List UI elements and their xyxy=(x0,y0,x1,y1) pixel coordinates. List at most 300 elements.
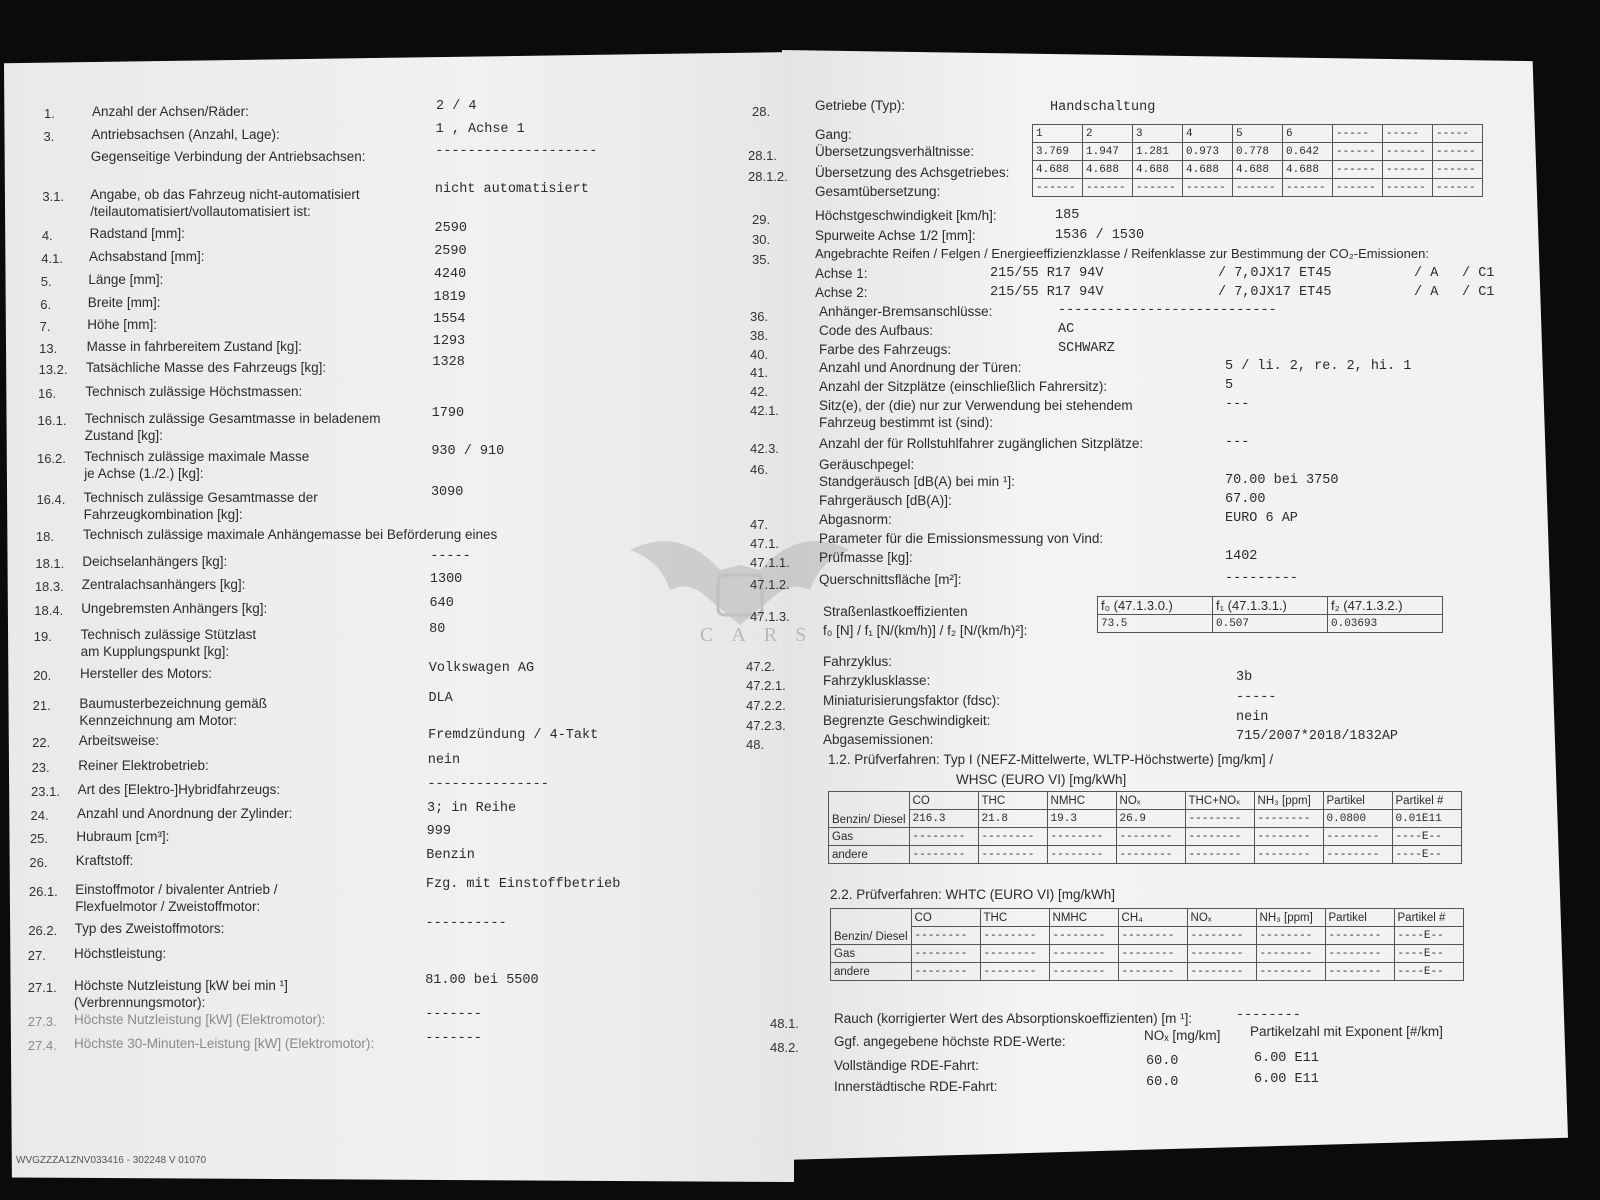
tyre-size: 215/55 R17 94V xyxy=(990,266,1104,281)
table-cell: -------- xyxy=(1185,810,1254,828)
item-label: Anzahl der Achsen/Räder: xyxy=(92,104,249,119)
item-label: Deichselanhängers [kg]: xyxy=(82,554,228,569)
table-cell: ----E-- xyxy=(1394,945,1463,963)
item-number: 38. xyxy=(750,328,769,343)
item-value: 715/2007*2018/1832AP xyxy=(1236,729,1399,744)
item-number: 5. xyxy=(40,274,52,289)
table-header-row xyxy=(831,909,1464,927)
item-label-cont: Fahrzeug bestimmt ist (sind): xyxy=(819,415,994,430)
item-label: Länge [mm]: xyxy=(88,272,164,287)
item-label-cont: je Achse (1./2.) [kg]: xyxy=(84,466,204,481)
efficiency-class: / A xyxy=(1414,285,1439,300)
table-cell: -------- xyxy=(1118,927,1187,945)
item-label: Tatsächliche Masse des Fahrzeugs [kg]: xyxy=(86,360,327,375)
item-value: 185 xyxy=(1055,208,1080,223)
item-label: Fahrzyklusklasse: xyxy=(823,673,931,688)
item-label: Technisch zulässige Gesamtmasse der xyxy=(83,490,318,505)
rde-nox-value: 60.0 xyxy=(1146,1054,1179,1069)
item-number: 4.1. xyxy=(41,251,63,266)
item-value: 1402 xyxy=(1225,549,1258,564)
table-cell: 0.0800 xyxy=(1323,810,1392,828)
item-value: -------------------- xyxy=(435,144,598,159)
item-value: 1554 xyxy=(433,312,466,327)
rim-size: / 7,0JX17 ET45 xyxy=(1218,266,1332,281)
table-cell: 19.3 xyxy=(1047,810,1116,828)
item-label: Querschnittsfläche [m²]: xyxy=(819,572,962,587)
table-row xyxy=(1033,161,1483,179)
item-number: 47.1.3. xyxy=(750,609,790,624)
table-cell: 4.688 xyxy=(1083,161,1133,179)
table-cell: ------ xyxy=(1383,179,1433,197)
table-cell: -------- xyxy=(909,828,978,846)
item-label: Gesamtübersetzung: xyxy=(815,184,941,199)
column-header: Partikel # xyxy=(1392,792,1461,810)
table-cell: 0.507 xyxy=(1213,615,1328,633)
row-label: andere xyxy=(831,963,912,981)
item-label: Standgeräusch [dB(A) bei min ¹]: xyxy=(819,474,1015,489)
table-cell: ----- xyxy=(1383,125,1433,143)
item-label-cont: Zustand [kg]: xyxy=(84,428,163,443)
item-label: Masse in fahrbereitem Zustand [kg]: xyxy=(86,339,302,354)
item-number: 19. xyxy=(33,629,52,644)
table-cell: -------- xyxy=(1254,846,1323,864)
item-value: Benzin xyxy=(426,848,475,863)
item-label: Fahrzyklus: xyxy=(823,654,893,669)
table-cell: -------- xyxy=(911,945,980,963)
item-label: Hersteller des Motors: xyxy=(80,666,213,681)
item-value: ------- xyxy=(425,1007,482,1022)
item-number: 16.4. xyxy=(36,492,66,507)
item-number: 47.1. xyxy=(750,536,779,551)
item-value: --------- xyxy=(1225,571,1298,586)
item-label: Spurweite Achse 1/2 [mm]: xyxy=(815,228,976,243)
table-cell: 26.9 xyxy=(1116,810,1185,828)
item-number: 26. xyxy=(29,855,48,870)
item-label: Parameter für die Emissionsmessung von Vind: xyxy=(819,531,1104,546)
table-cell: ------ xyxy=(1133,179,1183,197)
item-value: 5 xyxy=(1225,378,1234,393)
table-cell: 216.3 xyxy=(909,810,978,828)
column-header: NH₃ [ppm] xyxy=(1254,792,1323,810)
item-label: Anzahl der Sitzplätze (einschließlich Fahrersitz): xyxy=(819,379,1108,394)
item-value: --------------- xyxy=(427,777,549,792)
table-cell: -------- xyxy=(1325,963,1394,981)
table-cell: -------- xyxy=(911,927,980,945)
item-value: 1 , Achse 1 xyxy=(435,122,525,137)
table-cell: 1 xyxy=(1033,125,1083,143)
table-cell: -------- xyxy=(1049,945,1118,963)
item-label: Achsabstand [mm]: xyxy=(89,249,205,264)
table-cell: -------- xyxy=(1118,963,1187,981)
table-cell: -------- xyxy=(978,828,1047,846)
item-label: Arbeitsweise: xyxy=(78,733,160,748)
item-number: 28.1. xyxy=(748,148,777,163)
item-label: Miniaturisierungsfaktor (fdsc): xyxy=(823,693,1001,708)
item-value: 3; in Reihe xyxy=(427,801,517,816)
rde-pn-header: Partikelzahl mit Exponent [#/km] xyxy=(1250,1024,1443,1039)
item-value: 999 xyxy=(426,824,451,839)
item-label: Angabe, ob das Fahrzeug nicht-automatisiert xyxy=(90,187,360,202)
column-header: CO xyxy=(909,792,978,810)
table-row xyxy=(1033,125,1483,143)
table-cell: 4.688 xyxy=(1183,161,1233,179)
item-value: Fremdzündung / 4-Takt xyxy=(428,728,599,743)
item-number: 40. xyxy=(750,347,769,362)
efficiency-class: / A xyxy=(1414,266,1439,281)
item-label: Technisch zulässige maximale Masse xyxy=(84,449,310,464)
column-header: THC+NOₓ xyxy=(1185,792,1254,810)
item-number: 23.1. xyxy=(31,784,60,799)
item-number: 48. xyxy=(746,737,765,752)
table-cell: -------- xyxy=(1049,927,1118,945)
item-value: -------- xyxy=(1236,1008,1301,1023)
table-cell: 0.778 xyxy=(1233,143,1283,161)
table-cell: -------- xyxy=(980,963,1049,981)
item-value: 70.00 bei 3750 xyxy=(1225,473,1339,488)
column-header: THC xyxy=(978,792,1047,810)
item-label: Höchste 30-Minuten-Leistung [kW] (Elektromotor): xyxy=(74,1036,375,1051)
item-label: Code des Aufbaus: xyxy=(819,323,934,338)
test1-title-cont: WHSC (EURO VI) [mg/kWh] xyxy=(956,772,1127,787)
table-cell: ------ xyxy=(1383,161,1433,179)
item-label: Höchste Nutzleistung [kW bei min ¹] xyxy=(74,978,288,993)
item-value: 1536 / 1530 xyxy=(1055,228,1145,243)
item-label: Technisch zulässige Höchstmassen: xyxy=(85,384,303,399)
table-cell: 6 xyxy=(1283,125,1333,143)
table-cell: 4.688 xyxy=(1233,161,1283,179)
item-label: Prüfmasse [kg]: xyxy=(819,550,913,565)
table-cell: -------- xyxy=(980,927,1049,945)
item-label: Technisch zulässige Stützlast xyxy=(80,627,257,642)
table-row xyxy=(829,810,1462,828)
table-cell: ------ xyxy=(1383,143,1433,161)
item-number: 47.1.1. xyxy=(750,555,790,570)
item-label: Art des [Elektro-]Hybridfahrzeugs: xyxy=(77,782,281,797)
item-number: 3.1. xyxy=(42,189,65,204)
item-value: 1790 xyxy=(431,406,465,421)
item-label: Höhe [mm]: xyxy=(87,317,157,332)
item-label: Geräuschpegel: xyxy=(819,457,915,472)
item-value: 1328 xyxy=(432,355,465,370)
table-row xyxy=(1033,143,1483,161)
test1-title: 1.2. Prüfverfahren: Typ I (NEFZ-Mittelwerte, WLTP-Höchstwerte) [mg/km] / xyxy=(828,752,1274,767)
item-value: 2590 xyxy=(434,244,467,259)
item-label-cont: (Verbrennungsmotor): xyxy=(74,995,206,1010)
table-cell: ------ xyxy=(1283,179,1333,197)
table-cell: 3.769 xyxy=(1033,143,1083,161)
table-cell: 3 xyxy=(1133,125,1183,143)
table-cell: ----E-- xyxy=(1392,828,1461,846)
table-cell: 0.973 xyxy=(1183,143,1233,161)
column-header: Partikel xyxy=(1325,909,1394,927)
table-cell: -------- xyxy=(1187,945,1256,963)
table-cell: -------- xyxy=(1256,945,1325,963)
emission-table-type1 xyxy=(828,791,1462,864)
item-number: 36. xyxy=(750,309,769,324)
item-value: ---------- xyxy=(425,916,507,931)
column-header: NOₓ xyxy=(1187,909,1256,927)
table-cell: -------- xyxy=(1116,828,1185,846)
item-number: 7. xyxy=(39,319,51,334)
item-number: 42.1. xyxy=(750,403,779,418)
item-number: 21. xyxy=(32,698,51,713)
item-value: nein xyxy=(427,753,461,768)
road-load-table xyxy=(1097,596,1443,633)
table-cell: -------- xyxy=(1187,963,1256,981)
column-header: Partikel xyxy=(1323,792,1392,810)
table-cell: -------- xyxy=(1116,846,1185,864)
item-value: 1819 xyxy=(433,290,466,305)
item-number: 25. xyxy=(29,831,49,846)
item-label: Anhänger-Bremsanschlüsse: xyxy=(819,304,993,319)
tyre-size: 215/55 R17 94V xyxy=(990,285,1104,300)
item-value: 1293 xyxy=(432,334,466,349)
item-value: EURO 6 AP xyxy=(1225,511,1298,526)
table-cell: ------ xyxy=(1333,161,1383,179)
table-row xyxy=(1098,615,1443,633)
item-number: 27.4. xyxy=(27,1038,57,1053)
table-cell: ------ xyxy=(1433,161,1483,179)
table-cell: -------- xyxy=(1323,828,1392,846)
item-label: Höchstgeschwindigkeit [km/h]: xyxy=(815,208,997,223)
column-header: THC xyxy=(980,909,1049,927)
table-cell: ----E-- xyxy=(1394,927,1463,945)
table-cell: -------- xyxy=(1325,927,1394,945)
item-label: Gang: xyxy=(815,127,852,142)
table-cell: 4.688 xyxy=(1133,161,1183,179)
row-label: Gas xyxy=(829,828,910,846)
rde-pn-value: 6.00 E11 xyxy=(1254,1072,1319,1087)
table-header-row xyxy=(829,792,1462,810)
item-number: 47. xyxy=(750,517,769,532)
tyre-class: / C1 xyxy=(1462,266,1495,281)
item-label: Anzahl und Anordnung der Türen: xyxy=(819,360,1022,375)
item-number: 16.1. xyxy=(37,413,67,428)
item-number: 46. xyxy=(750,462,769,477)
item-label-cont: Kennzeichnung am Motor: xyxy=(79,713,237,728)
item-number: 26.2. xyxy=(28,923,58,938)
item-number: 18. xyxy=(35,529,54,544)
column-header: NH₃ [ppm] xyxy=(1256,909,1325,927)
column-header: Partikel # xyxy=(1394,909,1463,927)
item-label: Antriebsachsen (Anzahl, Lage): xyxy=(91,127,280,142)
table-cell: f₁ (47.1.3.1.) xyxy=(1213,597,1328,615)
table-row xyxy=(1033,179,1483,197)
item-label: Begrenzte Geschwindigkeit: xyxy=(823,713,991,728)
item-number: 47.2.2. xyxy=(746,698,786,713)
item-label: Radstand [mm]: xyxy=(89,226,185,241)
item-label: Ggf. angegebene höchste RDE-Werte: xyxy=(834,1034,1066,1049)
table-cell: ------ xyxy=(1333,179,1383,197)
rim-size: / 7,0JX17 ET45 xyxy=(1218,285,1332,300)
column-header: CO xyxy=(911,909,980,927)
table-cell: ------ xyxy=(1083,179,1133,197)
item-value: Fzg. mit Einstoffbetrieb xyxy=(425,877,621,892)
item-label-cont: f₀ [N] / f₁ [N/(km/h)] / f₂ [N/(km/h)²]: xyxy=(823,623,1028,638)
item-value: 4240 xyxy=(433,267,467,282)
item-number: 48.1. xyxy=(770,1016,799,1031)
table-cell: -------- xyxy=(1185,846,1254,864)
item-value: 2 / 4 xyxy=(436,99,477,114)
table-cell: ----E-- xyxy=(1394,963,1463,981)
item-label-cont: /teilautomatisiert/vollautomatisiert ist: xyxy=(90,204,311,219)
emission-table-whtc xyxy=(830,908,1464,981)
tyre-class: / C1 xyxy=(1462,285,1495,300)
table-cell: -------- xyxy=(911,963,980,981)
item-value: ----- xyxy=(430,549,471,564)
item-number: 18.1. xyxy=(35,556,65,571)
item-label: Breite [mm]: xyxy=(87,295,161,310)
rde-nox-value: 60.0 xyxy=(1146,1075,1179,1090)
table-cell: -------- xyxy=(1187,927,1256,945)
table-cell: -------- xyxy=(1254,810,1323,828)
item-label: Übersetzung des Achsgetriebes: xyxy=(815,165,1010,180)
item-number: 3. xyxy=(43,129,55,144)
item-label: Gegenseitige Verbindung der Antriebsachsen: xyxy=(90,149,366,164)
item-number: 27.1. xyxy=(27,980,57,995)
item-number: 23. xyxy=(31,760,50,775)
table-cell: -------- xyxy=(1047,846,1116,864)
item-label: Abgasnorm: xyxy=(819,512,892,527)
item-value: --- xyxy=(1225,397,1250,412)
item-label: Straßenlastkoeffizienten xyxy=(823,604,968,619)
item-value: 81.00 bei 5500 xyxy=(425,973,539,988)
table-cell: 5 xyxy=(1233,125,1283,143)
table-cell: ------ xyxy=(1333,143,1383,161)
item-label: Abgasemissionen: xyxy=(823,732,934,747)
item-value: 640 xyxy=(429,596,454,611)
item-number: 16.2. xyxy=(36,451,66,466)
row-label: Benzin/ Diesel xyxy=(829,792,910,828)
item-label: Übersetzungsverhältnisse: xyxy=(815,144,975,159)
item-value: --- xyxy=(1225,435,1250,450)
item-number: 29. xyxy=(752,212,771,227)
table-cell: 1.281 xyxy=(1133,143,1183,161)
table-cell: ----E-- xyxy=(1392,846,1461,864)
item-label: Einstoffmotor / bivalenter Antrieb / xyxy=(75,882,278,897)
item-label: Sitz(e), der (die) nur zur Verwendung bei stehendem xyxy=(819,398,1133,413)
table-row xyxy=(1098,597,1443,615)
tyre-axle-label: Achse 2: xyxy=(815,285,868,300)
table-row xyxy=(829,828,1462,846)
item-number: 22. xyxy=(32,735,51,750)
item-number: 20. xyxy=(33,668,52,683)
table-cell: ------ xyxy=(1183,179,1233,197)
item-label: Technisch zulässige maximale Anhängemasse bei Beförderung eines xyxy=(83,527,498,542)
table-cell: 0.642 xyxy=(1283,143,1333,161)
item-label: Getriebe (Typ): xyxy=(815,98,906,113)
item-label: Höchste Nutzleistung [kW] (Elektromotor): xyxy=(74,1012,326,1027)
table-cell: -------- xyxy=(1323,846,1392,864)
table-cell: -------- xyxy=(980,945,1049,963)
item-number: 42.3. xyxy=(750,441,779,456)
item-label: Fahrgeräusch [dB(A)]: xyxy=(819,493,952,508)
item-label: Vollständige RDE-Fahrt: xyxy=(834,1058,979,1073)
item-value: Volkswagen AG xyxy=(428,661,535,676)
item-label: Reiner Elektrobetrieb: xyxy=(78,758,209,773)
column-header: NMHC xyxy=(1049,909,1118,927)
vin-footer: WVGZZZA1ZNV033416 - 302248 V 01070 xyxy=(16,1155,207,1166)
table-cell: ----- xyxy=(1333,125,1383,143)
table-cell: -------- xyxy=(1049,963,1118,981)
item-number: 6. xyxy=(40,297,52,312)
table-cell: -------- xyxy=(1325,945,1394,963)
item-value: SCHWARZ xyxy=(1058,341,1115,356)
item-value: AC xyxy=(1058,322,1075,337)
table-cell: f₀ (47.1.3.0.) xyxy=(1098,597,1213,615)
item-label: Angebrachte Reifen / Felgen / Energieeffizienzklasse / Reifenklasse zur Bestimmung der CO₂-Emissionen: xyxy=(815,246,1429,261)
table-cell: -------- xyxy=(1047,828,1116,846)
item-number: 35. xyxy=(752,252,771,267)
tyre-axle-label: Achse 1: xyxy=(815,266,868,281)
table-cell: -------- xyxy=(1118,945,1187,963)
item-label: Innerstädtische RDE-Fahrt: xyxy=(834,1079,998,1094)
table-cell: 4.688 xyxy=(1283,161,1333,179)
item-number: 47.2.3. xyxy=(746,718,786,733)
table-row xyxy=(831,963,1464,981)
item-number: 30. xyxy=(752,232,771,247)
table-cell: ------ xyxy=(1233,179,1283,197)
item-number: 18.4. xyxy=(34,603,64,618)
item-number: 42. xyxy=(750,384,769,399)
item-number: 47.2.1. xyxy=(746,678,786,693)
item-value: 5 / li. 2, re. 2, hi. 1 xyxy=(1225,359,1412,374)
item-number: 13.2. xyxy=(38,362,68,377)
item-label-cont: am Kupplungspunkt [kg]: xyxy=(80,644,230,659)
item-label: Kraftstoff: xyxy=(75,853,134,868)
table-cell: 4 xyxy=(1183,125,1233,143)
item-value: 1300 xyxy=(429,572,463,587)
item-label: Farbe des Fahrzeugs: xyxy=(819,342,952,357)
row-label: Gas xyxy=(831,945,912,963)
item-label-cont: Flexfuelmotor / Zweistoffmotor: xyxy=(75,899,261,914)
watermark-text: CARS xyxy=(700,624,825,646)
table-cell: 4.688 xyxy=(1033,161,1083,179)
item-number: 24. xyxy=(30,808,49,823)
item-number: 48.2. xyxy=(770,1040,799,1055)
table-row xyxy=(831,927,1464,945)
item-label: Rauch (korrigierter Wert des Absorptionskoeffizienten) [m ¹]: xyxy=(834,1011,1193,1026)
item-number: 27.3. xyxy=(27,1014,57,1029)
item-label: Typ des Zweistoffmotors: xyxy=(74,921,225,936)
item-value: ----- xyxy=(1236,690,1277,705)
item-value: 930 / 910 xyxy=(431,444,505,459)
test2-title: 2.2. Prüfverfahren: WHTC (EURO VI) [mg/kWh] xyxy=(830,887,1116,902)
table-cell: -------- xyxy=(1254,828,1323,846)
table-row xyxy=(831,945,1464,963)
row-label: Benzin/ Diesel xyxy=(831,909,912,945)
item-number: 27. xyxy=(27,948,46,963)
item-number: 41. xyxy=(750,365,769,380)
table-cell: -------- xyxy=(1256,927,1325,945)
item-value: ------- xyxy=(425,1031,482,1046)
item-label: Anzahl und Anordnung der Zylinder: xyxy=(77,806,293,821)
table-cell: -------- xyxy=(1185,828,1254,846)
item-value: 3090 xyxy=(430,485,464,500)
item-label: Höchstleistung: xyxy=(74,946,167,961)
table-cell: ----- xyxy=(1433,125,1483,143)
table-cell: 21.8 xyxy=(978,810,1047,828)
item-number: 47.2. xyxy=(746,659,775,674)
row-label: andere xyxy=(829,846,910,864)
item-number: 47.1.2. xyxy=(750,577,790,592)
item-value: nicht automatisiert xyxy=(434,182,589,197)
item-value: nein xyxy=(1236,710,1269,725)
column-header: CH₄ xyxy=(1118,909,1187,927)
table-cell: 2 xyxy=(1083,125,1133,143)
table-cell: -------- xyxy=(909,846,978,864)
item-label: Technisch zulässige Gesamtmasse in beladenem xyxy=(84,411,381,426)
